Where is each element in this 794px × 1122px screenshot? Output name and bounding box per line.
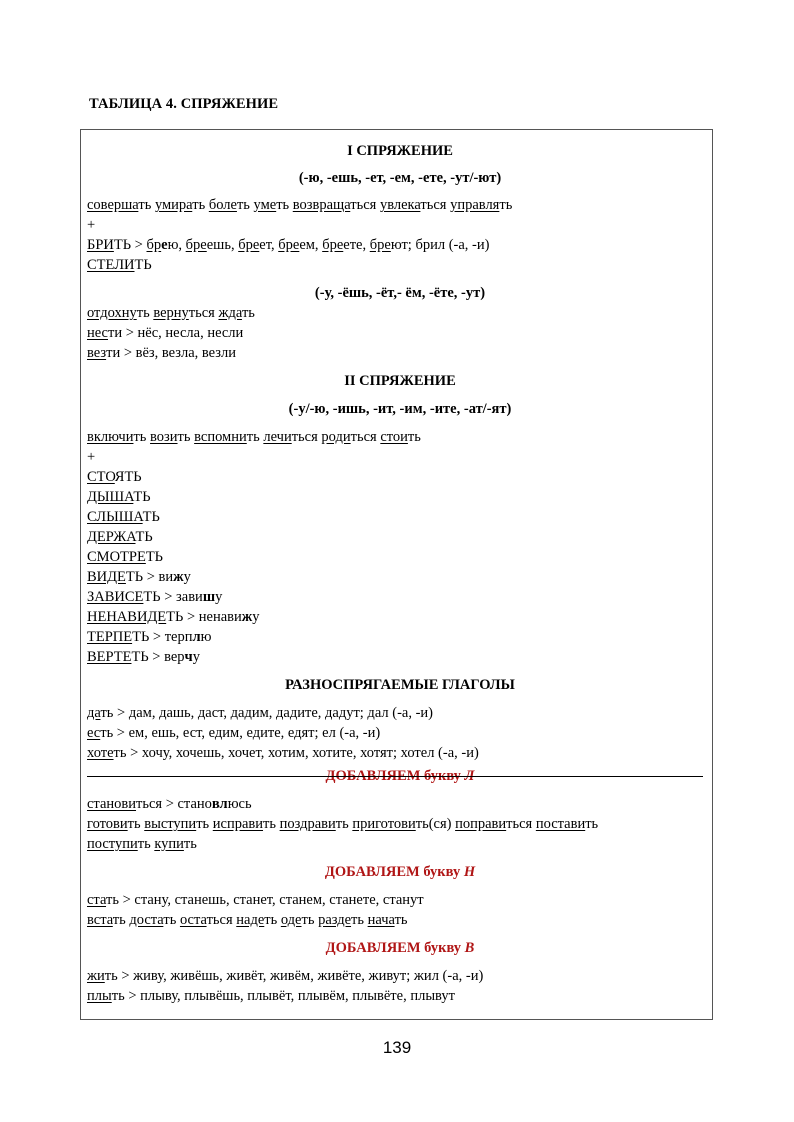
text-segment: у xyxy=(183,569,191,585)
text-segment: ть xyxy=(263,816,280,832)
text-segment: ют; брил (-а, -и) xyxy=(390,237,490,253)
verb-stem: поправи xyxy=(455,816,507,832)
verb-line xyxy=(87,607,713,627)
highlighted-letter: л xyxy=(192,629,201,645)
verb-stem: ЗАВИСЕ xyxy=(87,589,144,605)
verb-stem: стои xyxy=(380,429,408,445)
text-segment: ТЬ > терп xyxy=(132,629,193,645)
i-conjugation-heading: I СПРЯЖЕНИЕ xyxy=(347,143,453,159)
verb-stem: наде xyxy=(236,912,265,928)
verb-line xyxy=(87,794,713,814)
verb-line xyxy=(87,834,713,854)
text-segment: ться xyxy=(420,197,451,213)
verb-stem: боле xyxy=(208,197,237,213)
verb-stem: ста xyxy=(87,892,107,908)
text-segment: ТЬ xyxy=(145,549,164,565)
verb-stem: НЕНАВИДЕ xyxy=(87,609,167,625)
text-segment: ТЬ > ви xyxy=(125,569,174,585)
verb-stem: верну xyxy=(153,305,189,321)
verb-line xyxy=(87,235,713,255)
text-segment: ться xyxy=(350,429,381,445)
text-segment: ем, xyxy=(299,237,323,253)
conjugation-table xyxy=(87,134,713,1006)
text-segment: ться xyxy=(506,816,536,832)
verb-stem: СТЕЛИ xyxy=(87,257,135,273)
text-segment: ть xyxy=(246,429,264,445)
text-segment: ю xyxy=(200,629,212,645)
text-segment: ЯТЬ xyxy=(114,469,142,485)
verb-stem: включи xyxy=(87,429,134,445)
verb-stem: хоте xyxy=(87,745,114,761)
verb-stem: приготови xyxy=(352,816,416,832)
verb-stem: вста xyxy=(87,912,113,928)
verb-stem: поздрави xyxy=(279,816,336,832)
text-segment: ет, xyxy=(259,237,279,253)
text-segment: ть xyxy=(585,816,599,832)
verb-stem: да xyxy=(87,705,101,721)
text-segment: ТЬ > вер xyxy=(131,649,185,665)
i-endings-1: (-ю, -ешь, -ет, -ем, -ете, -ут/-ют) xyxy=(298,170,502,186)
text-segment: ть xyxy=(301,912,319,928)
text-segment: ть xyxy=(177,429,195,445)
text-segment: ть > живу, живёшь, живёт, живём, живёте, живут; жил (-а, -и) xyxy=(104,968,484,984)
verb-line xyxy=(87,547,713,567)
text-segment: ть > дам, дашь, даст, дадим, дадите, дадут; дал (-а, -и) xyxy=(100,705,433,721)
verb-line xyxy=(87,255,713,275)
verb-stem: бре xyxy=(238,237,260,253)
text-segment: ть xyxy=(407,429,421,445)
irregular-verbs-heading: РАЗНОСПРЯГАЕМЫЕ ГЛАГОЛЫ xyxy=(285,677,515,693)
text-segment: ТЬ xyxy=(134,257,152,273)
verb-stem: СТО xyxy=(87,469,115,485)
highlighted-letter: е xyxy=(161,237,168,253)
verb-stem: лечи xyxy=(263,429,292,445)
verb-stem: жда xyxy=(218,305,242,321)
text-segment: у xyxy=(215,589,223,605)
verb-line xyxy=(87,303,713,323)
verb-stem: постави xyxy=(535,816,586,832)
verb-stem: доста xyxy=(129,912,164,928)
verb-stem: бр xyxy=(146,237,162,253)
text-segment: ть xyxy=(138,197,155,213)
text-segment: ться xyxy=(291,429,322,445)
text-segment: ть(ся) xyxy=(415,816,456,832)
ii-endings: (-у/-ю, -ишь, -ит, -им, -ите, -ат/-ят) xyxy=(288,401,512,417)
verb-stem: ТЕРПЕ xyxy=(87,629,133,645)
add-l-heading: ДОБАВЛЯЕМ букву Л xyxy=(325,768,475,784)
text-segment: ться xyxy=(188,305,219,321)
verb-stem: вспомни xyxy=(194,429,247,445)
plus-sign: + xyxy=(87,217,96,233)
highlighted-letter: вл xyxy=(211,796,228,812)
text-segment: ть xyxy=(127,816,145,832)
highlighted-letter: ж xyxy=(173,569,184,585)
text-segment: ТЬ xyxy=(142,509,160,525)
verb-stem: ВИДЕ xyxy=(87,569,126,585)
text-segment: ТЬ > xyxy=(113,237,147,253)
text-segment: ть xyxy=(264,912,281,928)
text-segment: ть xyxy=(112,912,130,928)
verb-stem: возвраща xyxy=(292,197,351,213)
text-segment: ешь, xyxy=(206,237,239,253)
text-segment: ТЬ xyxy=(135,529,153,545)
text-segment: ть xyxy=(183,836,197,852)
page-title: ТАБЛИЦА 4. СПРЯЖЕНИЕ xyxy=(89,96,279,112)
verb-line xyxy=(87,890,713,910)
verb-line xyxy=(87,427,713,447)
verb-line xyxy=(87,507,713,527)
text-segment: ть xyxy=(163,912,180,928)
text-segment: ть xyxy=(236,197,254,213)
verb-stem: бре xyxy=(185,237,207,253)
text-segment: ете, xyxy=(343,237,370,253)
text-segment: ться xyxy=(350,197,380,213)
verb-stem: разде xyxy=(318,912,352,928)
ii-conjugation-heading: II СПРЯЖЕНИЕ xyxy=(344,373,456,389)
plus-sign: + xyxy=(87,449,96,465)
text-segment: ть xyxy=(241,305,255,321)
page-number: 139 xyxy=(382,1038,412,1057)
verb-stem: бре xyxy=(278,237,300,253)
verb-stem: бре xyxy=(322,237,344,253)
text-segment: ть xyxy=(351,912,368,928)
text-segment: ть xyxy=(133,429,151,445)
text-segment: ть > плыву, плывёшь, плывёт, плывём, плывёте, плывут xyxy=(111,988,455,1004)
verb-stem: выступи xyxy=(144,816,197,832)
verb-stem: нача xyxy=(367,912,395,928)
verb-stem: станови xyxy=(87,796,137,812)
text-segment: ться xyxy=(206,912,237,928)
verb-stem: ВЕРТЕ xyxy=(87,649,132,665)
verb-line xyxy=(87,627,713,647)
verb-stem: нес xyxy=(87,325,108,341)
verb-line xyxy=(87,814,713,834)
verb-stem: купи xyxy=(154,836,184,852)
add-v-heading: ДОБАВЛЯЕМ букву В xyxy=(325,940,475,956)
i-endings-2: (-у, -ёшь, -ёт,- ём, -ёте, -ут) xyxy=(314,285,486,301)
verb-line xyxy=(87,910,713,930)
verb-line xyxy=(87,323,713,343)
verb-stem: жи xyxy=(87,968,105,984)
verb-stem: управля xyxy=(450,197,500,213)
text-segment: ть xyxy=(136,305,154,321)
verb-stem: умира xyxy=(154,197,193,213)
verb-stem: БРИ xyxy=(87,237,114,253)
verb-line xyxy=(87,723,713,743)
verb-stem: ДЫША xyxy=(87,489,134,505)
text-segment: ТЬ xyxy=(133,489,151,505)
verb-line xyxy=(87,966,713,986)
verb-line xyxy=(87,703,713,723)
verb-line xyxy=(87,743,713,763)
verb-stem: СЛЫША xyxy=(87,509,143,525)
separator-line xyxy=(87,776,703,777)
verb-line xyxy=(87,343,713,363)
text-segment: ть xyxy=(276,197,293,213)
verb-stem: оде xyxy=(280,912,302,928)
verb-line xyxy=(87,527,713,547)
verb-stem: роди xyxy=(321,429,351,445)
verb-line xyxy=(87,195,713,215)
verb-stem: вез xyxy=(87,345,107,361)
text-segment: ть xyxy=(394,912,408,928)
verb-stem: ДЕРЖА xyxy=(87,529,136,545)
verb-line xyxy=(87,986,713,1006)
text-segment: ть xyxy=(499,197,513,213)
text-segment: ТЬ > ненави xyxy=(166,609,242,625)
verb-stem: бре xyxy=(369,237,391,253)
verb-stem: готови xyxy=(87,816,128,832)
verb-stem: вози xyxy=(150,429,178,445)
text-segment: ть xyxy=(335,816,353,832)
text-segment: ти > нёс, несла, несли xyxy=(108,325,244,341)
text-segment: у xyxy=(252,609,260,625)
verb-line xyxy=(87,567,713,587)
highlighted-letter: ч xyxy=(184,649,193,665)
highlighted-letter: ш xyxy=(202,589,216,605)
verb-stem: исправи xyxy=(212,816,264,832)
text-segment: ти > вёз, везла, везли xyxy=(106,345,237,361)
text-segment: ю, xyxy=(167,237,186,253)
text-segment: ть xyxy=(137,836,155,852)
verb-stem: соверша xyxy=(87,197,139,213)
verb-line xyxy=(87,587,713,607)
verb-stem: СМОТРЕ xyxy=(87,549,146,565)
text-segment: ть > ем, ешь, ест, едим, едите, едят; ел (-а, -и) xyxy=(100,725,381,741)
verb-stem: уме xyxy=(253,197,277,213)
verb-stem: увлека xyxy=(379,197,421,213)
text-segment: у xyxy=(192,649,200,665)
text-segment: ТЬ > зави xyxy=(143,589,203,605)
text-segment: ть > стану, станешь, станет, станем, станете, станут xyxy=(106,892,424,908)
text-segment: ть xyxy=(192,197,209,213)
text-segment: ться > стано xyxy=(136,796,212,812)
add-n-heading: ДОБАВЛЯЕМ букву Н xyxy=(324,864,476,880)
text-segment: ть xyxy=(196,816,213,832)
verb-line xyxy=(87,487,713,507)
highlighted-letter: ж xyxy=(241,609,253,625)
verb-stem: отдохну xyxy=(87,305,137,321)
text-segment: ть > хочу, хочешь, хочет, хотим, хотите, хотят; хотел (-а, -и) xyxy=(113,745,479,761)
text-segment: юсь xyxy=(227,796,252,812)
verb-stem: поступи xyxy=(87,836,138,852)
verb-stem: ес xyxy=(87,725,101,741)
verb-stem: плы xyxy=(87,988,112,1004)
verb-line xyxy=(87,467,713,487)
verb-stem: оста xyxy=(179,912,207,928)
verb-line xyxy=(87,647,713,667)
